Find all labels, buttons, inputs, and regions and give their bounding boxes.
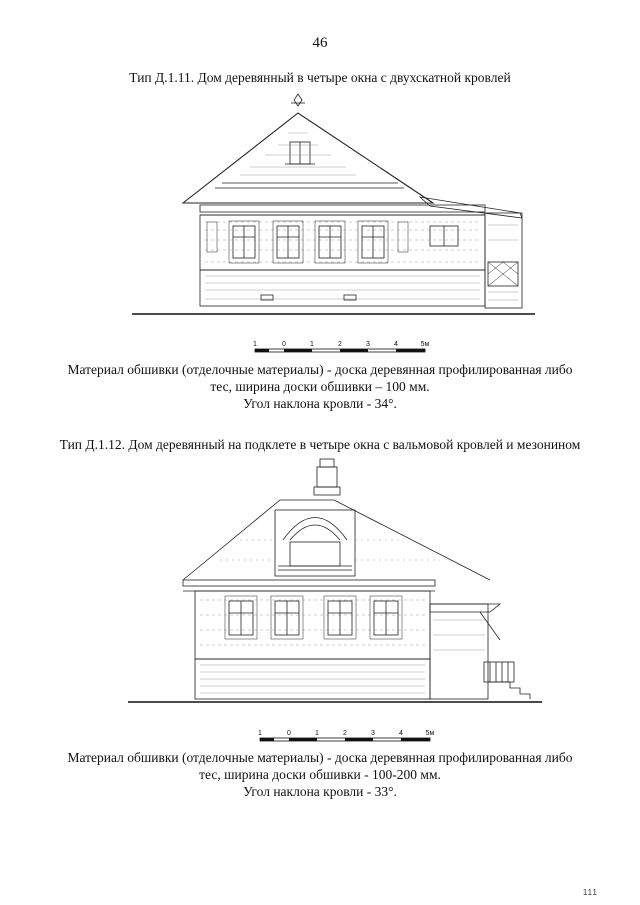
scale-label: 3: [371, 730, 375, 737]
section1-title: Тип Д.1.11. Дом деревянный в четыре окна с двухскатной кровлей: [129, 70, 511, 85]
house-elevation-d112: [0, 450, 640, 710]
section2-note: [0, 749, 640, 800]
scale-label: 5м: [425, 730, 435, 737]
scale-label: 2: [343, 730, 347, 737]
section2-title: Тип Д.1.12. Дом деревянный на подклете в четыре окна с вальмовой кровлей и мезонином: [59, 437, 581, 452]
scale-label: 4: [394, 341, 398, 348]
scale-label: 5м: [420, 341, 430, 348]
note-line: тес, ширина доски обшивки - 100-200 мм.: [199, 767, 441, 782]
note-line: Материал обшивки (отделочные материалы) - доска деревянная профилированная либо: [67, 750, 573, 765]
scale-label: 1: [258, 730, 262, 737]
page-number: 46: [312, 35, 328, 51]
note-line: тес, ширина доски обшивки – 100 мм.: [210, 379, 430, 394]
note-line: Угол наклона кровли - 34°.: [243, 396, 397, 411]
scale-label: 1: [253, 341, 257, 348]
scale-label: 0: [287, 730, 291, 737]
house-elevation-d111: [0, 88, 640, 320]
scale-label: 1: [310, 341, 314, 348]
footer-mark: 111: [582, 888, 598, 897]
section1-note: [0, 361, 640, 412]
scale-label: 0: [282, 341, 286, 348]
note-line: Материал обшивки (отделочные материалы) - доска деревянная профилированная либо: [67, 362, 573, 377]
scale-label: 3: [366, 341, 370, 348]
note-line: Угол наклона кровли - 33°.: [243, 784, 397, 799]
scale-label: 1: [315, 730, 319, 737]
scale-label: 4: [399, 730, 403, 737]
scale-bar-1: [0, 338, 640, 354]
scale-bar-2: [0, 727, 640, 743]
scale-label: 2: [338, 341, 342, 348]
